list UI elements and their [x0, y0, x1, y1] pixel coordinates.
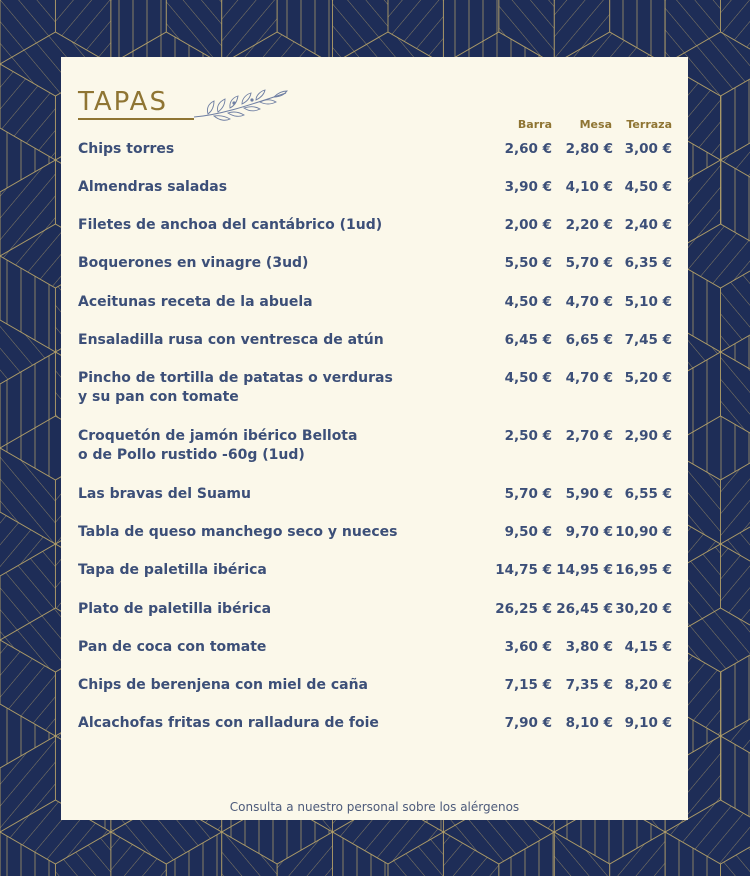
price-terraza: 4,15 €: [624, 639, 672, 655]
menu-item-name-line: o de Pollo rustido -60g (1ud): [78, 447, 305, 463]
price-mesa: 14,95 €: [556, 562, 613, 578]
column-header-barra: Barra: [517, 118, 552, 131]
menu-card: [61, 57, 688, 820]
menu-item-name: [78, 178, 478, 197]
section-header: [78, 87, 278, 127]
price-terraza: 2,40 €: [624, 217, 672, 233]
menu-item-name: [78, 140, 478, 159]
olive-branch-icon: [194, 87, 290, 123]
price-barra: 5,50 €: [504, 255, 552, 271]
price-terraza: 10,90 €: [615, 524, 672, 540]
menu-item-name: [78, 676, 478, 695]
price-barra: 7,90 €: [504, 715, 552, 731]
price-mesa: 2,70 €: [565, 428, 613, 444]
menu-item-name-line: Chips torres: [78, 141, 175, 157]
price-mesa: 9,70 €: [565, 524, 613, 540]
price-terraza: 6,35 €: [624, 255, 672, 271]
menu-item-name: [78, 216, 478, 235]
price-terraza: 30,20 €: [615, 601, 672, 617]
price-terraza: 2,90 €: [624, 428, 672, 444]
price-barra: 14,75 €: [495, 562, 552, 578]
menu-item-name: [78, 638, 478, 657]
price-terraza: 6,55 €: [624, 486, 672, 502]
column-header-mesa: Mesa: [579, 118, 612, 131]
price-mesa: 5,70 €: [565, 255, 613, 271]
price-barra: 3,60 €: [504, 639, 552, 655]
menu-item-name-line: Ensaladilla rusa con ventresca de atún: [78, 332, 384, 348]
price-terraza: 5,10 €: [624, 294, 672, 310]
price-mesa: 7,35 €: [565, 677, 613, 693]
price-barra: 4,50 €: [504, 294, 552, 310]
price-barra: 3,90 €: [504, 179, 552, 195]
price-mesa: 2,20 €: [565, 217, 613, 233]
price-terraza: 5,20 €: [624, 370, 672, 386]
price-mesa: 3,80 €: [565, 639, 613, 655]
section-title: TAPAS: [78, 87, 168, 117]
price-mesa: 4,70 €: [565, 294, 613, 310]
menu-item-name-line: Almendras saladas: [78, 179, 228, 195]
price-mesa: 6,65 €: [565, 332, 613, 348]
price-barra: 2,00 €: [504, 217, 552, 233]
menu-item-name: [78, 254, 478, 273]
price-barra: 6,45 €: [504, 332, 552, 348]
price-mesa: 4,70 €: [565, 370, 613, 386]
menu-item-name-line: Las bravas del Suamu: [78, 486, 251, 502]
menu-item-name-line: Tapa de paletilla ibérica: [78, 562, 267, 578]
column-header-terraza: Terraza: [626, 118, 672, 131]
menu-item-name: [78, 485, 478, 504]
menu-item-name: [78, 600, 478, 619]
menu-item-name-line: Pincho de tortilla de patatas o verduras: [78, 370, 393, 386]
menu-item-name-line: Tabla de queso manchego seco y nueces: [78, 524, 398, 540]
menu-item-name-line: Filetes de anchoa del cantábrico (1ud): [78, 217, 383, 233]
menu-item-name-line: Chips de berenjena con miel de caña: [78, 677, 368, 693]
menu-item-name-line: Croquetón de jamón ibérico Bellota: [78, 428, 358, 444]
allergen-note: Consulta a nuestro personal sobre los alérgenos: [229, 800, 520, 814]
price-terraza: 9,10 €: [624, 715, 672, 731]
price-terraza: 16,95 €: [615, 562, 672, 578]
menu-item-name-line: Boquerones en vinagre (3ud): [78, 255, 309, 271]
menu-item-name: [78, 427, 478, 465]
price-terraza: 7,45 €: [624, 332, 672, 348]
price-barra: 7,15 €: [504, 677, 552, 693]
price-mesa: 8,10 €: [565, 715, 613, 731]
price-terraza: 8,20 €: [624, 677, 672, 693]
menu-item-name: [78, 561, 478, 580]
price-mesa: 26,45 €: [556, 601, 613, 617]
menu-item-name-line: Pan de coca con tomate: [78, 639, 267, 655]
price-barra: 9,50 €: [504, 524, 552, 540]
price-mesa: 5,90 €: [565, 486, 613, 502]
price-barra: 26,25 €: [495, 601, 552, 617]
price-barra: 2,50 €: [504, 428, 552, 444]
menu-item-name-line: Alcachofas fritas con ralladura de foie: [78, 715, 379, 731]
price-terraza: 4,50 €: [624, 179, 672, 195]
menu-item-name-line: Aceitunas receta de la abuela: [78, 294, 313, 310]
price-barra: 5,70 €: [504, 486, 552, 502]
price-barra: 2,60 €: [504, 141, 552, 157]
menu-item-name-line: y su pan con tomate: [78, 389, 239, 405]
menu-item-name-line: Plato de paletilla ibérica: [78, 601, 272, 617]
price-mesa: 4,10 €: [565, 179, 613, 195]
price-terraza: 3,00 €: [624, 141, 672, 157]
menu-item-name: [78, 293, 478, 312]
price-mesa: 2,80 €: [565, 141, 613, 157]
menu-item-name: [78, 523, 478, 542]
title-underline: [78, 118, 194, 120]
menu-item-name: [78, 331, 478, 350]
menu-item-name: [78, 714, 478, 733]
menu-item-name: [78, 369, 478, 407]
price-barra: 4,50 €: [504, 370, 552, 386]
